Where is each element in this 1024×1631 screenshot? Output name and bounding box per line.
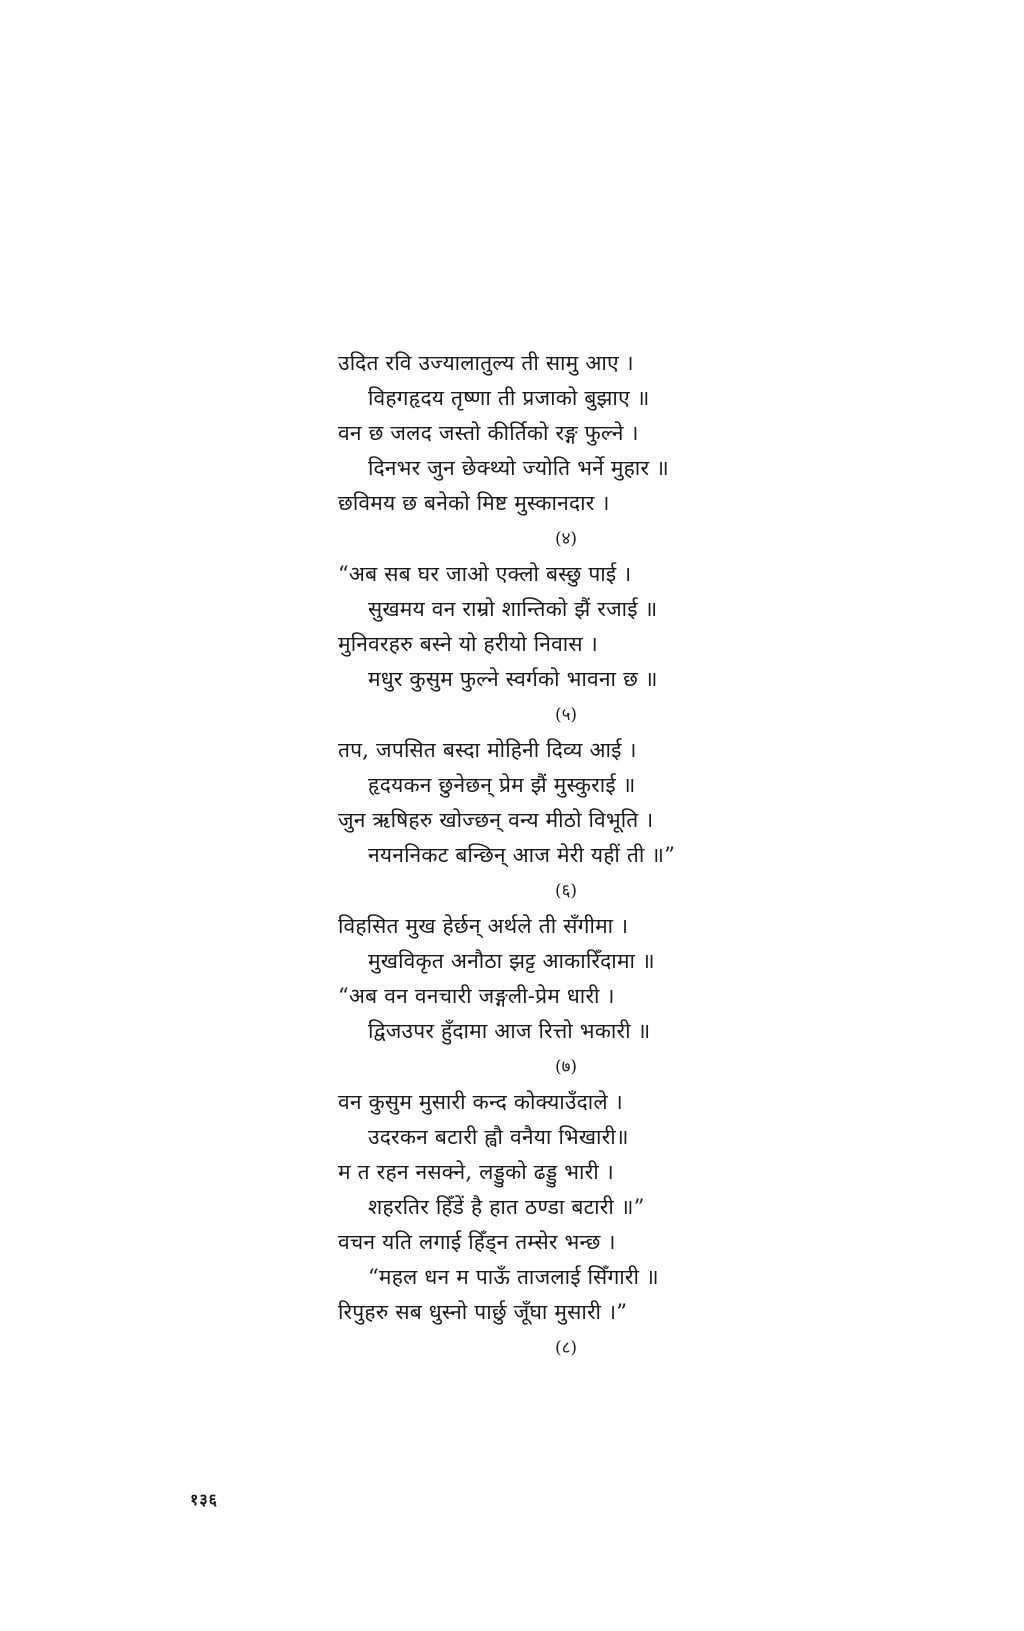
verse-line: वचन यति लगाई हिँड्न तम्सेर भन्छ ।: [338, 1230, 616, 1254]
verse-line: मुखविकृत अनौठा झट्ट आकारिँदामा ॥: [368, 949, 655, 973]
verse-line: जुन ऋषिहरु खोज्छन् वन्य मीठो विभूति ।: [338, 808, 654, 832]
verse-line: उदित रवि उज्यालातुल्य ती सामु आए ।: [338, 351, 634, 375]
verse-line: “महल धन म पाऊँ ताजलाई सिँगारी ॥: [368, 1265, 659, 1289]
verse-line: दिनभर जुन छेक्थ्यो ज्योति भर्ने मुहार ॥: [368, 456, 669, 480]
verse-line: द्विजउपर हुँदामा आज रित्तो भकारी ॥: [368, 1019, 651, 1043]
verse-line: “अब वन वनचारी जङ्गली-प्रेम धारी ।: [338, 984, 615, 1008]
verse-line: नयननिकट बन्छिन् आज मेरी यहीं ती ॥”: [368, 843, 676, 867]
verse-line: हृदयकन छुनेछन् प्रेम झैं मुस्कुराई ॥: [368, 773, 636, 797]
verse-line: “अब सब घर जाओ एक्लो बस्छु पाई ।: [338, 562, 632, 586]
verse-line: वन कुसुम मुसारी कन्द कोक्याउँदाले ।: [338, 1090, 623, 1114]
verse-line: छविमय छ बनेको मिष्ट मुस्कानदार ।: [338, 491, 610, 515]
verse-line: विहसित मुख हेर्छन् अर्थले ती सँगीमा ।: [338, 914, 629, 938]
verse-line: मुनिवरहरु बस्ने यो हरीयो निवास ।: [338, 632, 598, 656]
verse-line: रिपुहरु सब धुस्नो पार्छु जूँघा मुसारी ।”: [338, 1300, 628, 1324]
stanza-number: (७): [554, 1057, 578, 1077]
stanza-number: (६): [554, 881, 578, 901]
page-number: १३६: [190, 1490, 218, 1509]
verse-line: सुखमय वन राम्रो शान्तिको झैं रजाई ॥: [368, 597, 658, 621]
verse-line: तप, जपसित बस्दा मोहिनी दिव्य आई ।: [338, 738, 637, 762]
verse-line: उदरकन बटारी ह्वौ वनैया भिखारी॥: [368, 1125, 629, 1149]
verse-line: विहगहृदय तृष्णा ती प्रजाको बुझाए ॥: [368, 386, 650, 410]
stanza-number: (४): [554, 529, 578, 549]
stanza-number: (८): [554, 1338, 578, 1358]
verse-line: वन छ जलद जस्तो कीर्तिको रङ्ग फुल्ने ।: [338, 421, 639, 445]
poem-body: [338, 346, 794, 1366]
stanza-number: (५): [554, 705, 578, 725]
verse-line: म त रहन नसक्ने, लड्डुको ढड्डु भारी ।: [338, 1160, 614, 1184]
verse-line: शहरतिर हिँडें है हात ठण्डा बटारी ॥”: [368, 1195, 645, 1219]
verse-line: मधुर कुसुम फुल्ने स्वर्गको भावना छ ॥: [368, 667, 658, 691]
